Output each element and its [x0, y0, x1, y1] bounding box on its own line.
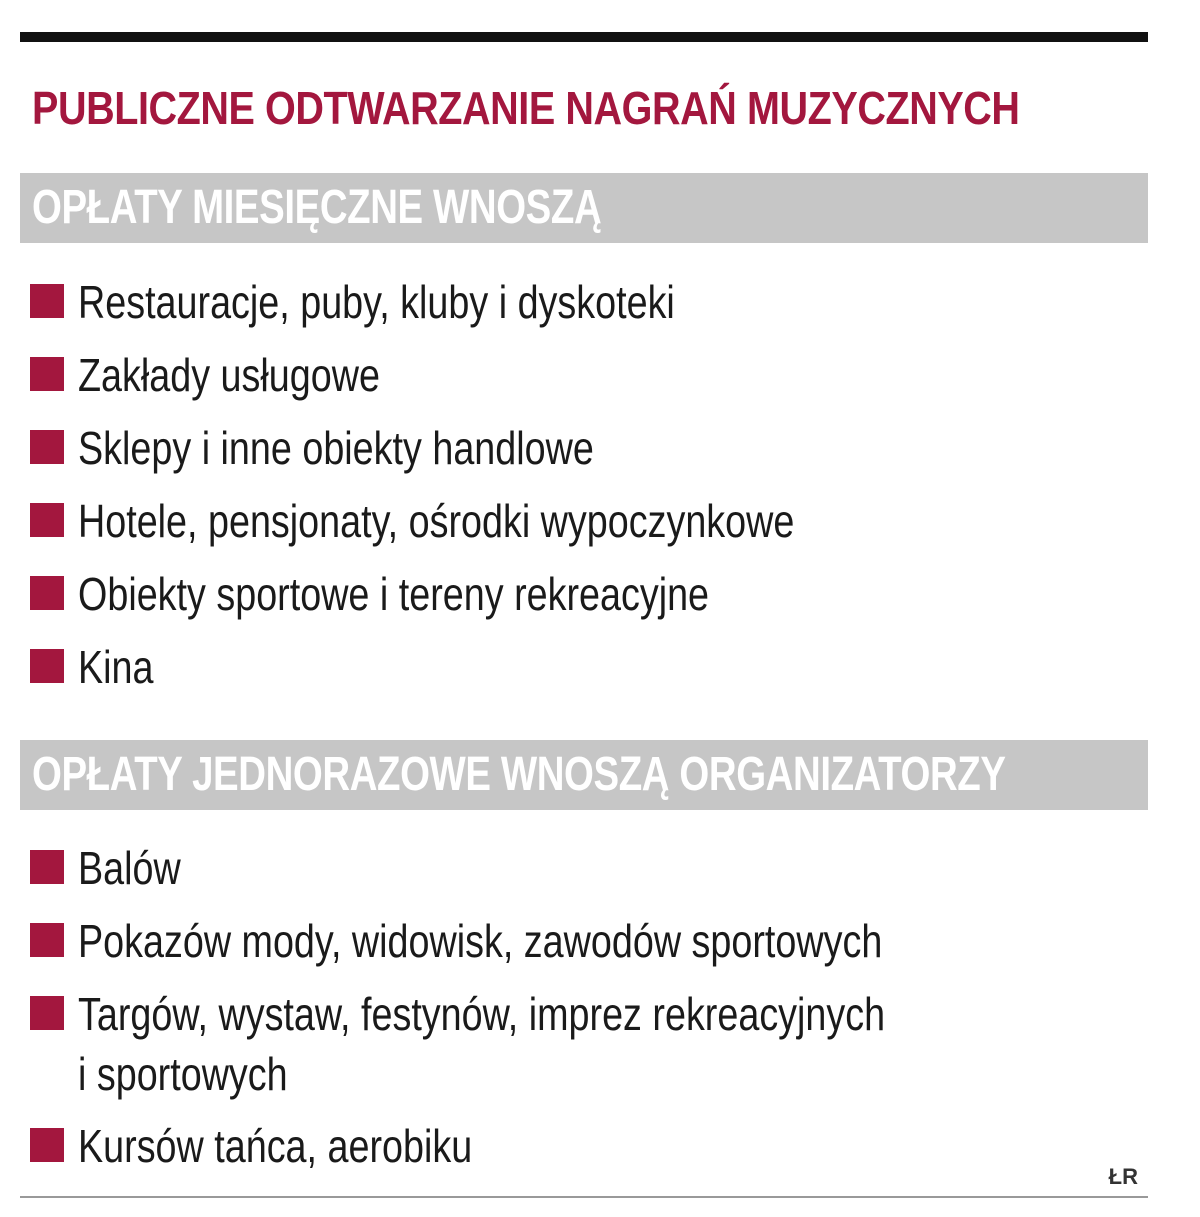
square-bullet-icon — [30, 923, 64, 957]
square-bullet-icon — [30, 1128, 64, 1162]
square-bullet-icon — [30, 503, 64, 537]
section-header-monthly — [20, 173, 1148, 243]
list-item: Pokazów mody, widowisk, zawodów sportowych — [30, 911, 1062, 984]
list-item: Hotele, pensjonaty, ośrodki wypoczynkowe — [30, 491, 952, 564]
square-bullet-icon — [30, 576, 64, 610]
top-rule — [20, 32, 1148, 42]
list-item: Balów — [30, 838, 1062, 911]
list-item: Restauracje, puby, kluby i dyskoteki — [30, 272, 952, 345]
square-bullet-icon — [30, 996, 64, 1030]
monthly-fees-list — [30, 272, 952, 710]
square-bullet-icon — [30, 284, 64, 318]
square-bullet-icon — [30, 850, 64, 884]
page-title: PUBLICZNE ODTWARZANIE NAGRAŃ MUZYCZNYCH — [32, 82, 1020, 134]
section-heading: OPŁATY MIESIĘCZNE WNOSZĄ — [32, 181, 602, 234]
list-item: Sklepy i inne obiekty handlowe — [30, 418, 952, 491]
section-heading: OPŁATY JEDNORAZOWE WNOSZĄ ORGANIZATORZY — [32, 748, 1006, 801]
author-credit: ŁR — [1108, 1164, 1138, 1189]
one-time-fees-list — [30, 838, 1062, 1189]
square-bullet-icon — [30, 649, 64, 683]
square-bullet-icon — [30, 430, 64, 464]
footer-rule — [20, 1196, 1148, 1198]
list-item: Obiekty sportowe i tereny rekreacyjne — [30, 564, 952, 637]
square-bullet-icon — [30, 357, 64, 391]
list-item: Zakłady usługowe — [30, 345, 952, 418]
list-item: Kursów tańca, aerobiku — [30, 1116, 1062, 1189]
list-item: Kina — [30, 637, 952, 710]
list-item: Targów, wystaw, festynów, imprez rekreacyjnych i sportowych — [30, 984, 1062, 1116]
section-header-one-time — [20, 740, 1148, 810]
